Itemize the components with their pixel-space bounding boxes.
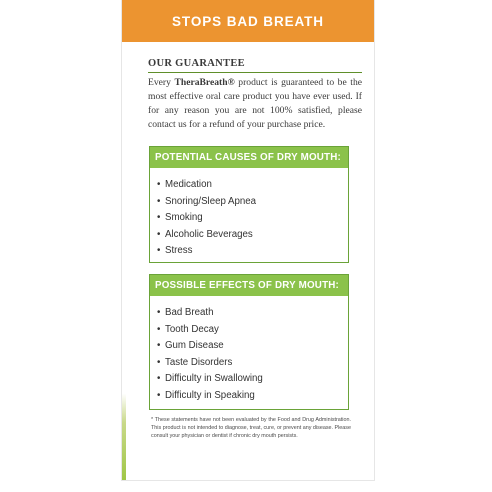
green-edge-stripe <box>122 0 126 480</box>
effect-label: Difficulty in Swallowing <box>165 373 263 384</box>
list-item <box>157 243 348 260</box>
causes-title: POTENTIAL CAUSES OF DRY MOUTH: <box>150 147 348 168</box>
guarantee-title: OUR GUARANTEE <box>148 58 362 73</box>
bullet-icon: • <box>157 195 161 207</box>
effects-title: POSSIBLE EFFECTS OF DRY MOUTH: <box>150 275 348 296</box>
package-side-panel <box>121 0 375 481</box>
bullet-icon: • <box>157 245 161 256</box>
bullet-icon: • <box>157 228 161 240</box>
fda-disclaimer: * These statements have not been evaluated by the Food and Drug Administration. This product is not intended to diagnose, treat, cure, or prevent any disease. Please consult your physician or dentist if chronic dry mouth persists. <box>151 417 351 439</box>
effects-box <box>149 274 349 410</box>
cause-label: Alcoholic Beverages <box>165 228 253 240</box>
effect-label: Taste Disorders <box>165 356 233 368</box>
list-item <box>157 371 348 388</box>
bullet-icon: • <box>157 340 161 351</box>
bullet-icon: • <box>157 212 161 223</box>
cause-label: Smoking <box>165 212 203 223</box>
bullet-icon: • <box>157 179 161 190</box>
list-item <box>157 210 348 227</box>
cause-label: Snoring/Sleep Apnea <box>165 195 257 207</box>
effect-label: Bad Breath <box>165 307 214 318</box>
stops-bad-breath-banner: STOPS BAD BREATH <box>122 0 374 42</box>
effects-list <box>150 296 348 404</box>
bullet-icon: • <box>157 307 161 318</box>
list-item <box>157 227 348 244</box>
bullet-icon: • <box>157 389 161 401</box>
bullet-icon: • <box>157 373 161 384</box>
cause-label: Stress <box>165 245 193 256</box>
cause-label: Medication <box>165 179 212 190</box>
brand-name: TheraBreath® <box>174 77 235 88</box>
list-item <box>157 322 348 339</box>
causes-list <box>150 168 348 260</box>
bullet-icon: • <box>157 323 161 335</box>
list-item <box>157 338 348 355</box>
causes-box <box>149 146 349 263</box>
list-item <box>157 355 348 372</box>
list-item <box>157 305 348 322</box>
guarantee-text-start: Every <box>148 77 175 88</box>
guarantee-text-end: product is guaranteed to be the most effective oral care product you have ever used. If for any reason you are not 100% satisfied, please contact us for a refund of your purchase price. <box>148 77 362 130</box>
effect-label: Gum Disease <box>165 340 224 351</box>
bullet-icon: • <box>157 356 161 368</box>
guarantee-section <box>148 58 362 132</box>
effect-label: Tooth Decay <box>165 323 219 335</box>
list-item <box>157 194 348 211</box>
effect-label: Difficulty in Speaking <box>165 389 255 401</box>
list-item <box>157 388 348 405</box>
list-item <box>157 177 348 194</box>
guarantee-text <box>148 76 362 132</box>
